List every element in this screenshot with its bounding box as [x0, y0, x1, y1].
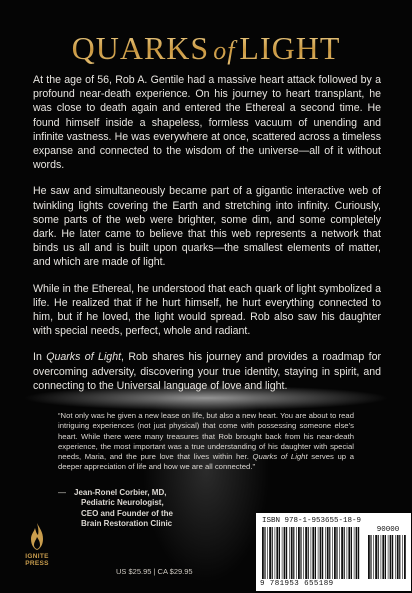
barcode-bar: [388, 535, 389, 579]
isbn-barcode: [256, 513, 411, 591]
publisher-name-line1: IGNITE: [25, 553, 49, 560]
barcode-bar: [298, 527, 300, 579]
barcode-price-code: 90000: [376, 526, 400, 534]
quote-text-a: “Not only was he given a new lease on life, but also a new heart. You are about to read intriguing experiences (not just physical) that come with possessing someone else’s heart. While there were many treasures that Rob brought back from his near-death experience, the most important was a true understanding of his daughter with special needs, Maria, and the pure love that lives within her.: [58, 411, 354, 462]
p4-book-title: Quarks of Light: [46, 351, 122, 364]
barcode-bar: [375, 535, 377, 579]
publisher-logo: [24, 522, 50, 582]
barcode-bar: [296, 527, 297, 579]
endorser-title-1: Pediatric Neurologist,: [81, 498, 164, 508]
barcode-bar: [351, 527, 352, 579]
isbn-text: ISBN 978-1-953655-18-9: [262, 517, 362, 525]
barcode-bar: [312, 527, 314, 579]
price-label: US $25.95 | CA $29.95: [116, 567, 193, 576]
barcode-bar: [381, 535, 382, 579]
attribution-dash: —: [58, 488, 66, 497]
title-word-light: LIGHT: [239, 30, 341, 66]
barcode-bar: [347, 527, 348, 579]
barcode-bar: [308, 527, 309, 579]
synopsis-paragraph-4: [33, 350, 381, 393]
barcode-bar: [269, 527, 271, 579]
barcode-bar: [358, 527, 359, 579]
barcode-bar: [382, 535, 384, 579]
barcode-bar: [341, 527, 343, 579]
barcode-bar: [354, 527, 355, 579]
barcode-bar: [392, 535, 393, 579]
barcode-bar: [282, 527, 283, 579]
barcode-bar: [327, 527, 329, 579]
barcode-bar: [272, 527, 273, 579]
barcode-bar: [291, 527, 293, 579]
barcode-bar: [329, 527, 330, 579]
barcode-bar: [284, 527, 286, 579]
barcode-bar: [348, 527, 350, 579]
barcode-bar: [378, 535, 379, 579]
endorsement-quote: [58, 411, 354, 473]
title-word-quarks: QUARKS: [71, 30, 210, 66]
barcode-bar: [334, 527, 336, 579]
endorser-title-3: Brain Restoration Clinic: [81, 519, 173, 529]
synopsis-paragraph-1: At the age of 56, Rob A. Gentile had a massive heart attack followed by a profound near-death experience. On his journey to heart transplant, he was close to death again and entered the Ethereal a second time. He found himself inside a shapeless, formless vacuum of unending and infinite vastness. He was everywhere at once, scattered across a timeless expanse and connected to the wisdom of the universe—all of it without words.: [33, 74, 381, 172]
barcode-bar: [370, 535, 371, 579]
barcode-bar: [275, 527, 276, 579]
barcode-bar: [385, 535, 386, 579]
p4-prefix: In: [33, 351, 47, 364]
barcode-bars-icon: [262, 527, 362, 579]
endorser-name: Jean-Ronel Corbier, MD,: [74, 488, 167, 497]
publisher-name-line2: PRESS: [25, 560, 49, 567]
barcode-bar: [279, 527, 280, 579]
barcode-bar: [339, 527, 340, 579]
barcode-bar: [325, 527, 326, 579]
barcode-bar: [289, 527, 290, 579]
p4-rest: , Rob shares his journey and provides a roadmap for overcoming adversity, discovering your true identity, staying in spirit, and connecting to the Universal language of love and light.: [33, 351, 381, 392]
barcode-bar: [399, 535, 400, 579]
barcode-bar: [395, 535, 396, 579]
publisher-name: [22, 553, 52, 567]
barcode-bar: [402, 535, 403, 579]
barcode-bar: [286, 527, 287, 579]
barcode-bar: [373, 535, 374, 579]
barcode-bar: [368, 535, 370, 579]
barcode-bar: [315, 527, 316, 579]
barcode-addon-bars-icon: [368, 535, 406, 579]
barcode-bar: [300, 527, 301, 579]
quote-text-b: serves up a deeper appreciation of life and how we are all connected.”: [58, 452, 354, 472]
barcode-bar: [264, 527, 265, 579]
title-word-of: of: [213, 36, 236, 65]
endorsement-attribution: [58, 488, 238, 530]
barcode-bar: [336, 527, 337, 579]
endorser-title-2: CEO and Founder of the: [81, 508, 173, 518]
book-title: [0, 30, 412, 67]
barcode-bar: [356, 527, 358, 579]
flame-icon: [29, 522, 45, 552]
barcode-bar: [276, 527, 278, 579]
barcode-bar: [322, 527, 323, 579]
barcode-bar: [267, 527, 268, 579]
barcode-bar: [303, 527, 304, 579]
synopsis: [33, 73, 381, 405]
barcode-bar: [397, 535, 399, 579]
barcode-bar: [344, 527, 345, 579]
barcode-bar: [262, 527, 264, 579]
barcode-bar: [320, 527, 322, 579]
synopsis-paragraph-2: He saw and simultaneously became part of a gigantic interactive web of twinkling lights covering the Earth and stretching into infinity. Curiously, some parts of the web were brighter, some dim, and some completely dark. He later came to believe that this web represents a network that binds us all and is built upon quarks—the smallest elements of matter, and which are made of light.: [33, 185, 381, 269]
barcode-bar: [293, 527, 294, 579]
barcode-bar: [390, 535, 392, 579]
quote-book-title: Quarks of Light: [252, 452, 308, 462]
synopsis-paragraph-3: While in the Ethereal, he understood that each quark of light symbolized a life. He realized that if he hurt himself, he hurt everything connected to him, but if he loved, the light would spread. Rob also saw his daughter with special needs, perfect, whole and radiant.: [33, 282, 381, 338]
barcode-bar: [404, 535, 406, 579]
barcode-bar: [305, 527, 307, 579]
barcode-digits: 9 781953 655189: [260, 580, 334, 588]
barcode-bar: [332, 527, 333, 579]
barcode-bar: [311, 527, 312, 579]
barcode-bar: [318, 527, 319, 579]
